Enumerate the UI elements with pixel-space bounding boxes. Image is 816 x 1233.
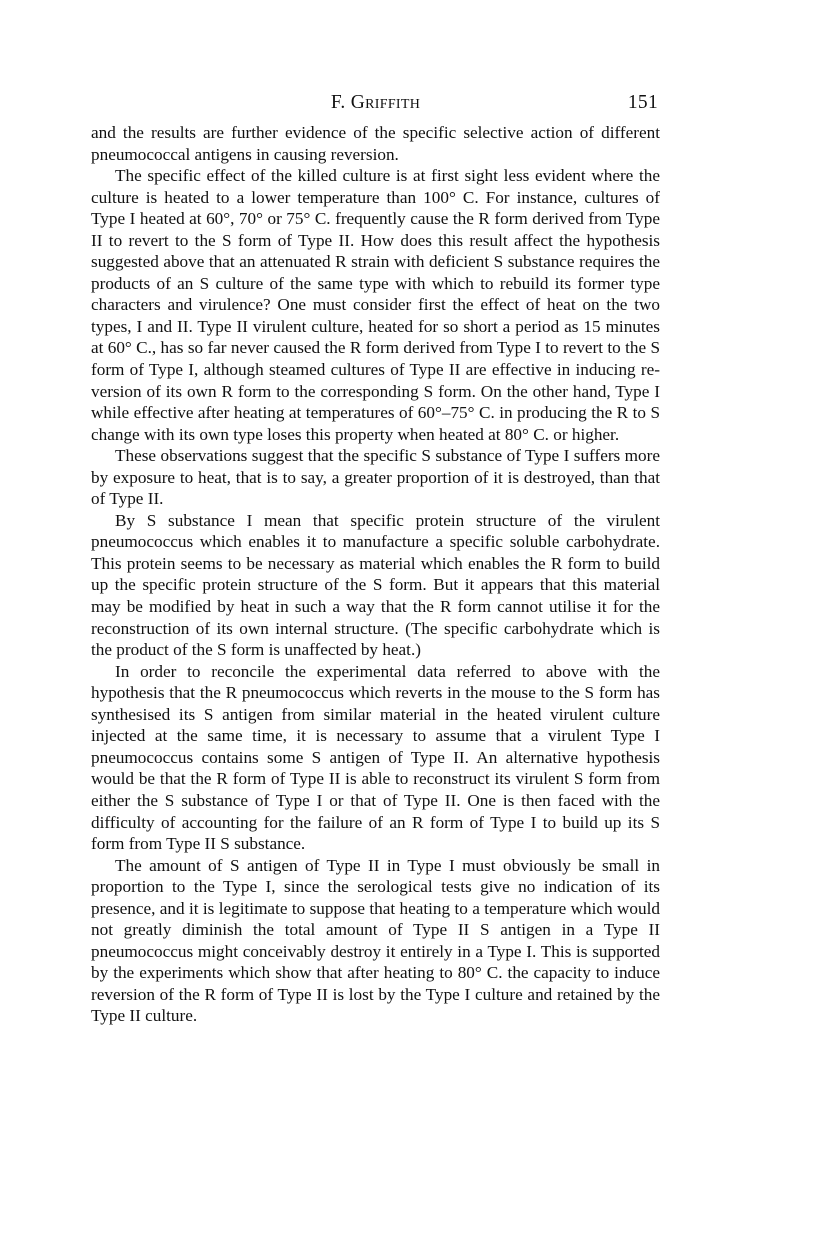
paragraph-continuation: and the results are further evidence of the specific selective action of different pneumococcal antigens in causing reversion. — [91, 123, 660, 164]
page-number: 151 — [627, 92, 658, 113]
paragraph-s-antigen-amount: The amount of S antigen of Type II in Type I must obviously be small in proportion to the Type I, since the serological tests give no indication of its presence, and it is legitimate to suppose that heating to a temperature which would not greatly diminish the total amount of Type II S antigen in a Type II pneumococcus might conceivably destroy it entirely in a Type I. This is supported by the experiments which show that after heating to 80° C. the capacity to induce reversion of the R form of Type II is lost by the Type I culture and retained by the Type II culture. — [91, 855, 660, 1026]
journal-page — [91, 92, 660, 1027]
running-head-author: F. Griffith — [330, 92, 421, 113]
article-body — [91, 122, 660, 1027]
paragraph-reconcile-hypothesis: In order to reconcile the experimental data referred to above with the hypothesis that the R pneumococcus which reverts in the mouse to the S form has synthesised its S antigen from similar material in the heated virulent culture injected at the same time, it is necessary to assume that a virulent Type I pneumococcus contains some S antigen of Type II. An alternative hypothesis would be that the R form of Type II is able to reconstruct its virulent S form from either the S substance of Type I or that of Type II. One is then faced with the difficulty of accounting for the failure of an R form of Type I to build up its S form from Type II S substance. — [91, 661, 660, 854]
running-head — [91, 92, 660, 122]
paragraph-killed-culture-effect: The specific effect of the killed culture is at first sight less evident where the culture is heated to a lower temperature than 100° C. For instance, cultures of Type I heated at 60°, 70° or 75° C. frequently cause the R form derived from Type II to revert to the S form of Type II. How does this result affect the hypothesis suggested above that an attenuated R strain with deficient S substance requires the products of an S culture of the same type with which to rebuild its former type characters and virulence? One must consider first the effect of heat on the two types, I and II. Type II virulent culture, heated for so short a period as 15 minutes at 60° C., has so far never caused the R form derived from Type I to revert to the S form of Type I, although steamed cultures of Type II are effective in inducing reversion of its own R form to the corresponding S form. On the other hand, Type I while effective after heating at temperatures of 60°–75° C. in producing the R to S change with its own type loses this property when heated at 80° C. or higher. — [91, 166, 660, 444]
paragraph-heat-observations: These observations suggest that the specific S substance of Type I suffers more by exposure to heat, that is to say, a greater proportion of it is destroyed, than that of Type II. — [91, 446, 660, 509]
paragraph-s-substance-definition: By S substance I mean that specific protein structure of the virulent pneumococcus which enables it to manufacture a specific soluble carbohydrate. This protein seems to be necessary as material which enables the R form to build up the specific protein structure of the S form. But it appears that this material may be modified by heat in such a way that the R form cannot utilise it for the reconstruction of its own internal structure. (The specific carbohydrate which is the product of the S form is unaffected by heat.) — [91, 510, 660, 660]
